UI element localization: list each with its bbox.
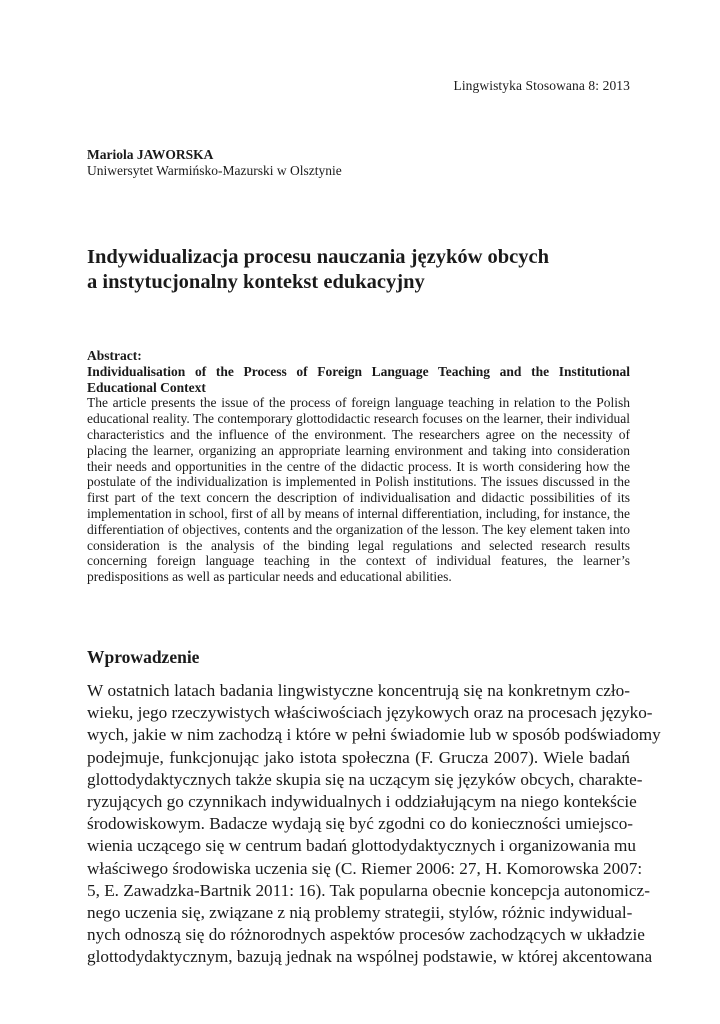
abstract-text: The article presents the issue of the process of foreign language teaching in relation to the Polish educational reality. The contemporary glottodidactic research focuses on the learner, their individual characteristics and the influence of the environment. The researchers agree on the necessity of placing the learner, organizing an appropriate learning environment and taking into consideration their needs and opportunities in the centre of the didactic process. It is worth considering how the postulate of the individualization is implemented in Polish institutions. The issues discussed in the first part of the text concern the description of individualisation and didactic possibilities of its implementation in school, first of all by means of internal differentiation, including, for instance, the differentiation of objectives, contents and the organization of the lesson. The key element taken into consideration is the analysis of the binding legal regulations and selected research results concerning foreign language teaching in the context of individual features, the learner’s predispositions as well as particular needs and educational abilities. <box>87 395 630 585</box>
body-line: wieku, jego rzeczywistych właściwościach językowych oraz na procesach języko- <box>87 703 653 723</box>
abstract-english-title: Individualisation of the Process of Foreign Language Teaching and the Institutional Educational Context <box>87 363 630 395</box>
body-line: właściwego środowiska uczenia się (C. Riemer 2006: 27, H. Komorowska 2007: <box>87 858 643 878</box>
body-line: nych odnoszą się do różnorodnych aspektów procesów zachodzących w układzie <box>87 925 645 945</box>
section-heading: Wprowadzenie <box>87 647 200 667</box>
body-line: wych, jakie w nim zachodzą i które w pełni świadomie lub w sposób podświadomy <box>87 725 661 745</box>
article-title-line-1: Indywidualizacja procesu nauczania języków obcych <box>87 246 550 268</box>
author-name: Mariola JAWORSKA <box>87 147 214 162</box>
body-line: nego uczenia się, związane z nią problemy strategii, stylów, różnic indywidual- <box>87 902 633 922</box>
body-line: wienia uczącego się w centrum badań glottodydaktycznych i organizowania mu <box>87 836 637 856</box>
author-affiliation: Uniwersytet Warmińsko-Mazurski w Olsztynie <box>87 163 342 178</box>
body-line: ryzujących go czynnikach indywidualnych i oddziałującym na niego kontekście <box>87 791 637 811</box>
body-line: podejmuje, funkcjonując jako istota społeczna (F. Grucza 2007). Wiele badań <box>87 747 630 767</box>
body-line: środowiskowym. Badacze wydają się być zgodni co do konieczności umiejsco- <box>87 814 634 834</box>
article-title-line-2: a instytucjonalny kontekst edukacyjny <box>87 271 425 293</box>
body-line: 5, E. Zawadzka-Bartnik 2011: 16). Tak popularna obecnie koncepcja autonomicz- <box>87 880 650 900</box>
body-line: glottodydaktycznym, bazują jednak na wspólnej podstawie, w której akcentowana <box>87 947 653 967</box>
author-block <box>87 147 632 179</box>
running-header: Lingwistyka Stosowana 8: 2013 <box>453 78 630 93</box>
abstract-label: Abstract: <box>87 348 142 363</box>
article-title <box>87 245 632 295</box>
body-line: glottodydaktycznych także skupia się na uczącym się języków obcych, charakte- <box>87 769 643 789</box>
abstract <box>87 348 630 585</box>
section-body <box>87 680 661 968</box>
body-line: W ostatnich latach badania lingwistyczne koncentrują się na konkretnym czło- <box>87 681 630 700</box>
